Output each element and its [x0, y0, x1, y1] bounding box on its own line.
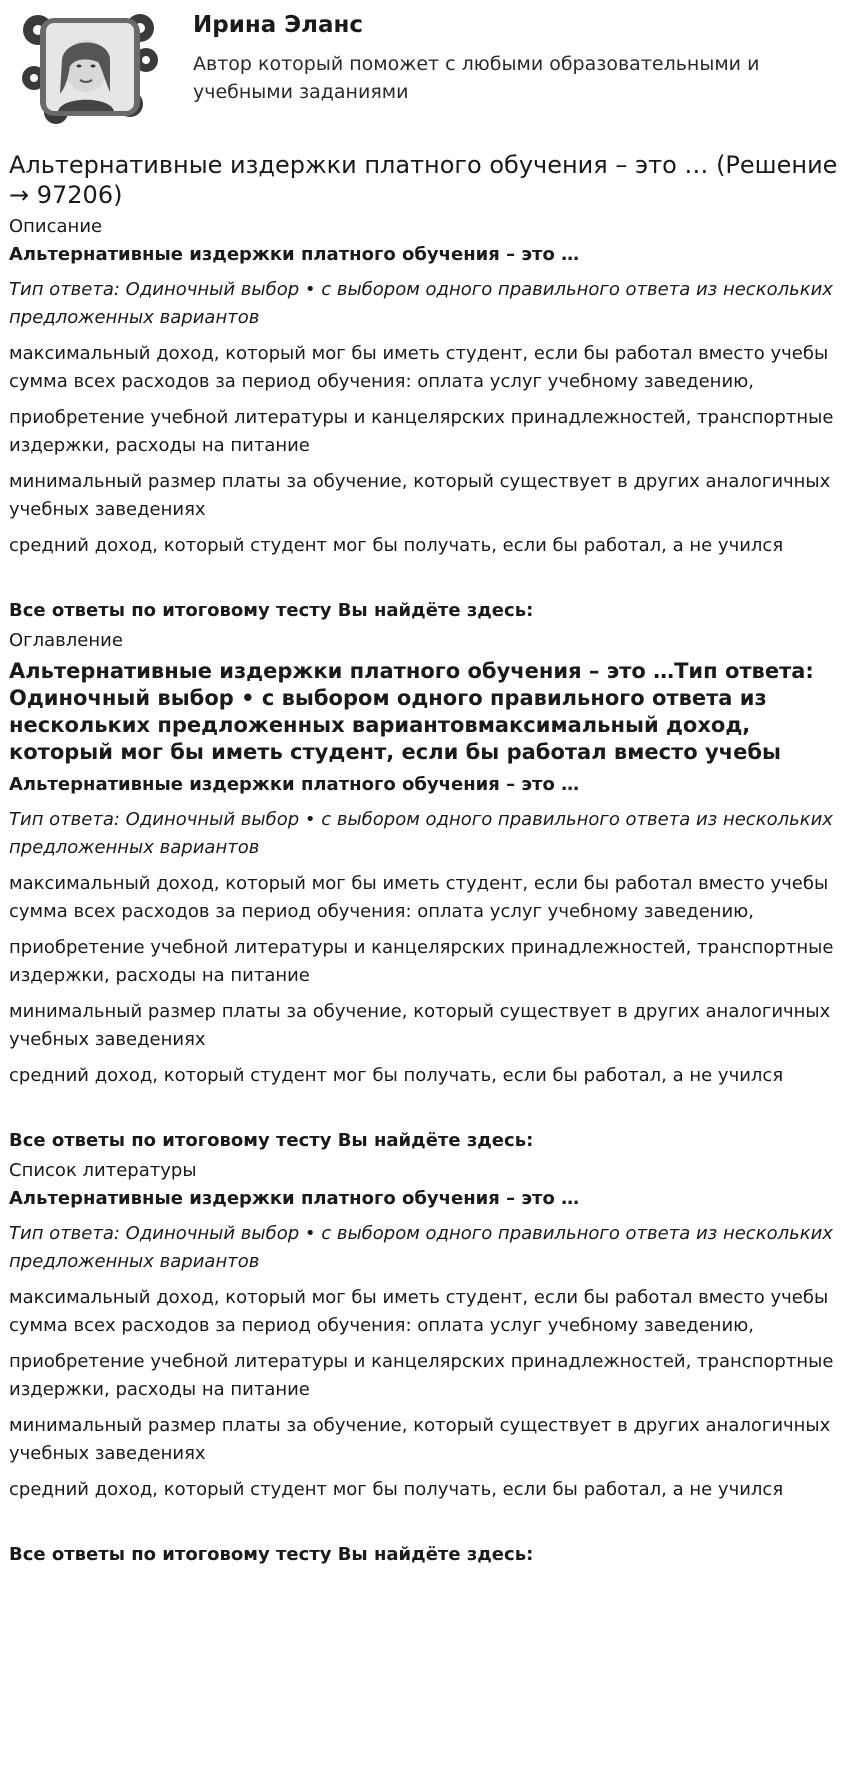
- section-label-toc: Оглавление: [9, 630, 123, 651]
- answer-option: средний доход, который студент мог бы получать, если бы работал, а не учился: [9, 535, 784, 556]
- author-card: [9, 0, 838, 140]
- section-label-bibliography: Список литературы: [9, 1160, 197, 1181]
- description-section: [9, 214, 838, 624]
- author-name[interactable]: Ирина Эланс: [193, 12, 364, 38]
- answer-option: минимальный размер платы за обучение, который существует в других аналогичных учебных заведениях: [9, 1001, 831, 1050]
- answer-option: приобретение учебной литературы и канцелярских принадлежностей, транспортные издержки, расходы на питание: [9, 937, 834, 986]
- answer-type: Тип ответа: Одиночный выбор • с выбором одного правильного ответа из нескольких предложенных вариантов: [9, 279, 833, 328]
- answer-option: приобретение учебной литературы и канцелярских принадлежностей, транспортные издержки, расходы на питание: [9, 1351, 834, 1400]
- question-title: Альтернативные издержки платного обучения – это …: [9, 1188, 580, 1209]
- answer-option: приобретение учебной литературы и канцелярских принадлежностей, транспортные издержки, расходы на питание: [9, 407, 834, 456]
- section-label-description: Описание: [9, 216, 103, 237]
- answer-type: Тип ответа: Одиночный выбор • с выбором одного правильного ответа из нескольких предложенных вариантов: [9, 809, 833, 858]
- question-title: Альтернативные издержки платного обучения – это …: [9, 244, 580, 265]
- answer-option: средний доход, который студент мог бы получать, если бы работал, а не учился: [9, 1065, 784, 1086]
- answer-option: средний доход, который студент мог бы получать, если бы работал, а не учился: [9, 1479, 784, 1500]
- all-answers-link[interactable]: Все ответы по итоговому тесту Вы найдёте здесь:: [9, 600, 534, 621]
- all-answers-link[interactable]: Все ответы по итоговому тесту Вы найдёте здесь:: [9, 1544, 534, 1565]
- toc-section: [9, 628, 838, 1154]
- answer-option: максимальный доход, который мог бы иметь студент, если бы работал вместо учебы сумма всех расходов за период обучения: оплата услуг учебному заведению,: [9, 1287, 829, 1336]
- author-avatar[interactable]: [18, 8, 160, 126]
- page-title: Альтернативные издержки платного обучения – это … (Решение → 97206): [9, 151, 838, 209]
- answer-type: Тип ответа: Одиночный выбор • с выбором одного правильного ответа из нескольких предложенных вариантов: [9, 1223, 833, 1272]
- all-answers-link[interactable]: Все ответы по итоговому тесту Вы найдёте здесь:: [9, 1130, 534, 1151]
- answer-option: максимальный доход, который мог бы иметь студент, если бы работал вместо учебы сумма всех расходов за период обучения: оплата услуг учебному заведению,: [9, 343, 829, 392]
- question-title: Альтернативные издержки платного обучения – это …: [9, 774, 580, 795]
- author-description: Автор который поможет с любыми образовательными и учебными заданиями: [193, 53, 760, 103]
- answer-option: максимальный доход, который мог бы иметь студент, если бы работал вместо учебы сумма всех расходов за период обучения: оплата услуг учебному заведению,: [9, 873, 829, 922]
- answer-option: минимальный размер платы за обучение, который существует в других аналогичных учебных заведениях: [9, 1415, 831, 1464]
- answer-option: минимальный размер платы за обучение, который существует в других аналогичных учебных заведениях: [9, 471, 831, 520]
- toc-heading[interactable]: Альтернативные издержки платного обучения – это …Тип ответа: Одиночный выбор • с выбором одного правильного ответа из нескольких предложенных вариантовмаксимальный доход, который мог бы иметь студент, если бы работал вместо учебы: [9, 659, 814, 764]
- bibliography-section: [9, 1158, 838, 1568]
